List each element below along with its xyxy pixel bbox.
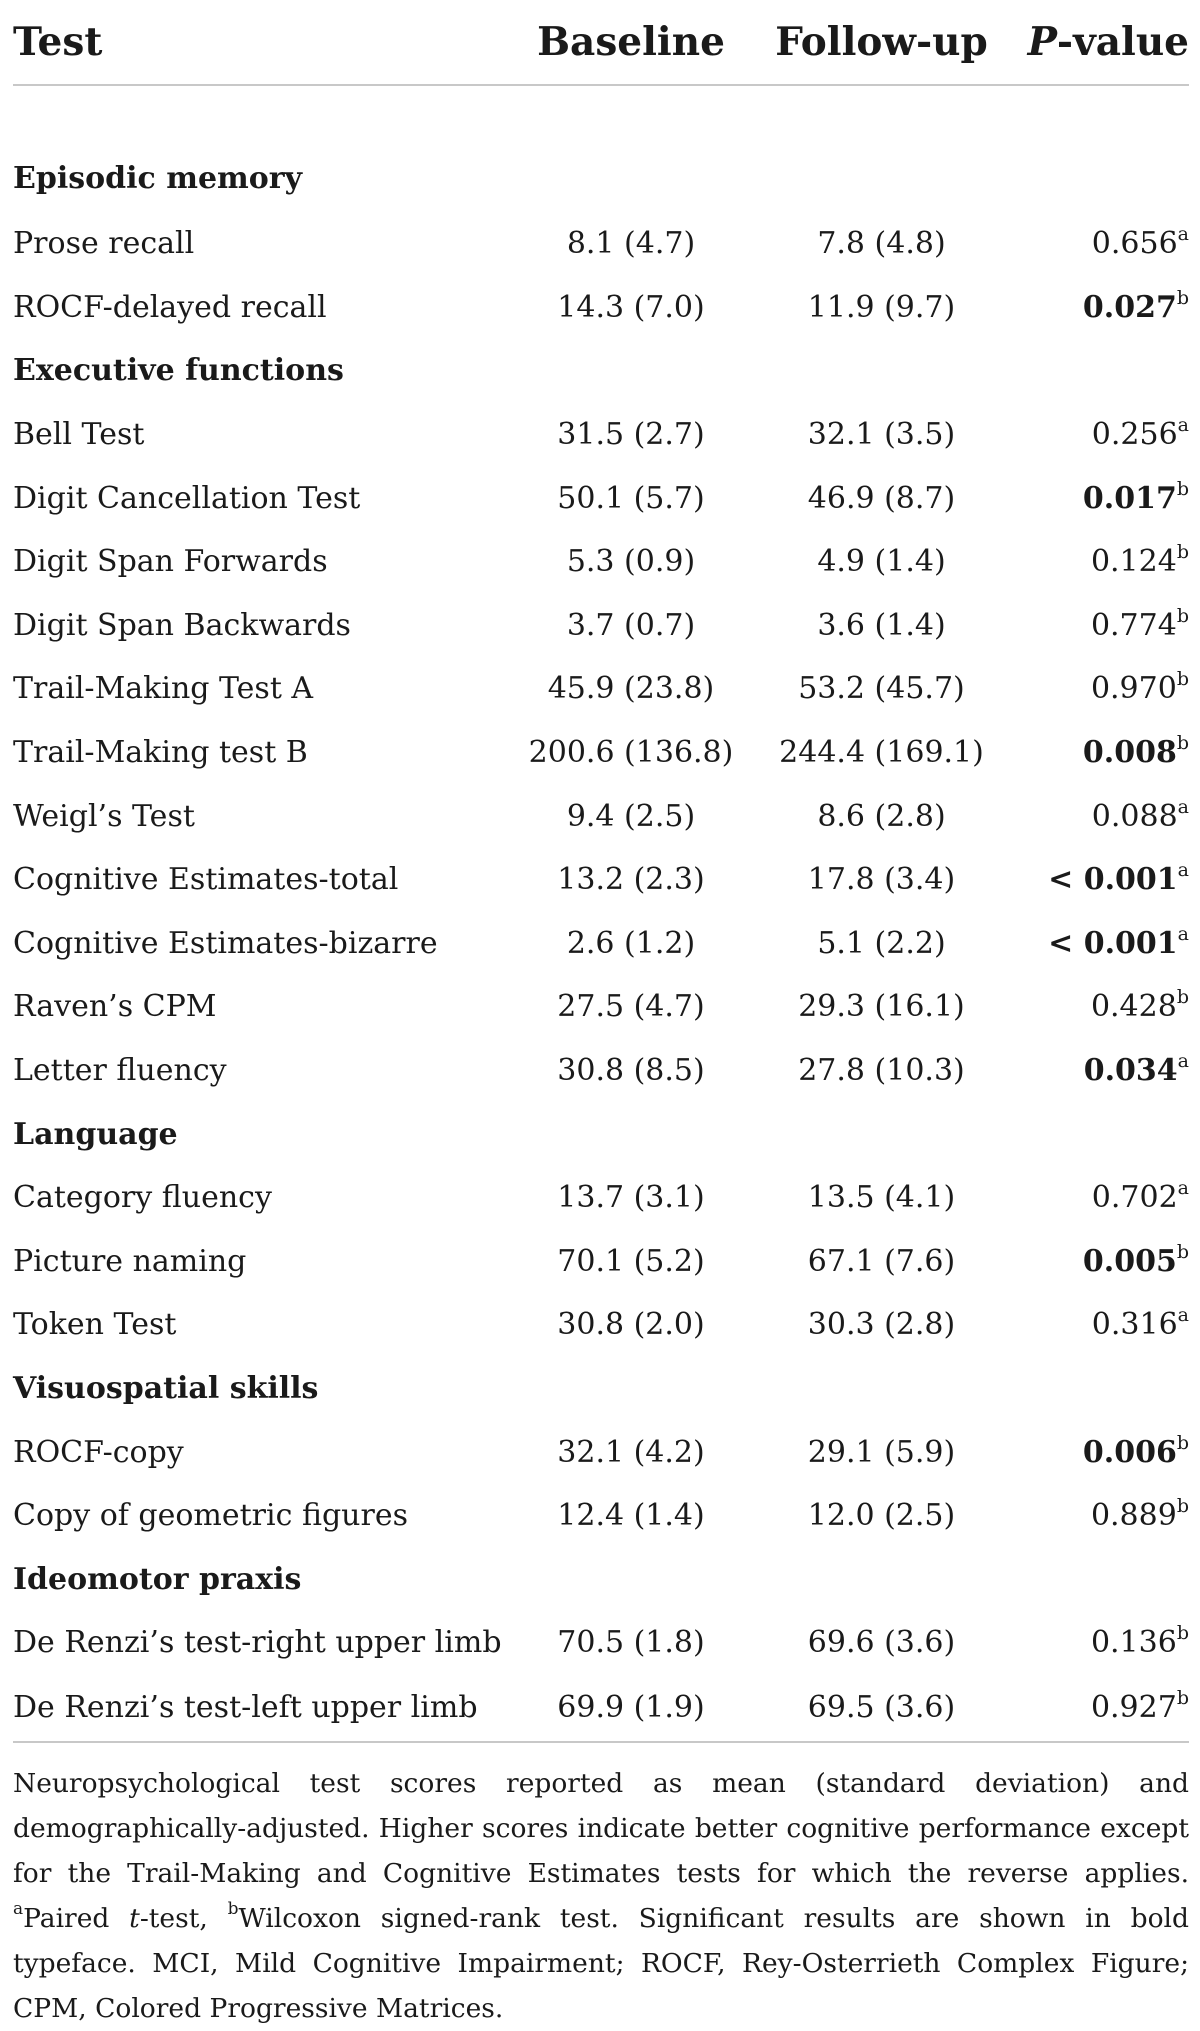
header-baseline: Baseline <box>508 0 754 85</box>
cell-pvalue <box>1009 912 1189 976</box>
pvalue-test-marker: a <box>1177 414 1189 437</box>
cell-baseline: 70.1 (5.2) <box>557 1243 705 1279</box>
cell-baseline: 32.1 (4.2) <box>557 1434 705 1470</box>
cell-followup: 13.5 (4.1) <box>807 1180 956 1216</box>
cell-pvalue <box>1009 1293 1189 1357</box>
cell-pvalue <box>1009 212 1189 276</box>
table-header <box>13 0 1189 85</box>
table-row <box>13 403 1189 467</box>
pvalue-number: 0.774 <box>1090 607 1177 643</box>
footnote-wilcoxon: Wilcoxon signed-rank test. Significant results are shown in bold typeface. <box>13 1902 1189 1979</box>
cell-followup: 11.9 (9.7) <box>807 289 956 325</box>
cell-test-name: Raven’s CPM <box>13 989 217 1025</box>
cell-followup: 32.1 (3.5) <box>807 417 956 453</box>
header-pvalue-rest: -value <box>1056 19 1189 65</box>
footnote-paired-t: t <box>129 1902 140 1934</box>
pvalue-test-marker: b <box>1176 604 1189 627</box>
cell-pvalue <box>1009 276 1189 340</box>
cell-baseline: 3.7 (0.7) <box>566 607 696 643</box>
cell-followup: 29.1 (5.9) <box>807 1434 956 1470</box>
pvalue-test-marker: b <box>1176 286 1189 309</box>
cell-test-name: De Renzi’s test-left upper limb <box>13 1675 508 1742</box>
cell-followup: 27.8 (10.3) <box>798 1053 965 1089</box>
table-row <box>13 1166 1189 1230</box>
cell-pvalue <box>1009 721 1189 785</box>
pvalue-test-marker: a <box>1177 795 1189 818</box>
pvalue-number: 0.124 <box>1090 544 1177 580</box>
pvalue-number: 0.316 <box>1091 1307 1178 1343</box>
section-title: Executive functions <box>13 353 344 389</box>
section-row <box>13 1357 1189 1421</box>
table-row <box>13 1039 1189 1103</box>
cell-followup: 3.6 (1.4) <box>817 607 946 643</box>
cell-baseline: 30.8 (2.0) <box>557 1307 705 1343</box>
table-row <box>13 466 1189 530</box>
cell-test-name: Bell Test <box>13 417 145 453</box>
cell-pvalue <box>1009 1675 1189 1742</box>
cell-test-name: Cognitive Estimates-bizarre <box>13 925 438 961</box>
pvalue-number: 0.256 <box>1091 417 1178 453</box>
cell-baseline: 30.8 (8.5) <box>557 1053 705 1089</box>
results-table <box>13 0 1189 1743</box>
cell-baseline: 200.6 (136.8) <box>528 735 734 771</box>
cell-followup: 5.1 (2.2) <box>817 925 946 961</box>
pvalue-number: 0.027 <box>1082 289 1177 325</box>
table-row <box>13 1230 1189 1294</box>
table-footnotes <box>13 1761 1189 2031</box>
cell-baseline: 70.5 (1.8) <box>557 1625 705 1661</box>
cell-followup: 7.8 (4.8) <box>817 226 946 262</box>
table-container <box>13 0 1189 2031</box>
cell-test-name: Digit Cancellation Test <box>13 480 361 516</box>
pvalue-test-marker: b <box>1176 668 1189 691</box>
pvalue-test-marker: b <box>1176 1240 1189 1263</box>
pvalue-number: 0.428 <box>1090 989 1177 1025</box>
section-title: Visuospatial skills <box>13 1370 319 1406</box>
cell-baseline: 2.6 (1.2) <box>566 925 696 961</box>
footnote-line1: Neuropsychological test scores reported as mean (standard deviation) and demographically-adjusted. Higher scores indicate better cognitive performance except for the Trail-Making and Cognitive Estimates tests for which the reverse applies. <box>13 1767 1189 1889</box>
cell-test-name: ROCF-copy <box>13 1434 184 1470</box>
cell-test-name: Copy of geometric figures <box>13 1498 408 1534</box>
pvalue-test-marker: a <box>1177 223 1189 246</box>
cell-followup: 30.3 (2.8) <box>807 1307 956 1343</box>
pvalue-test-marker: b <box>1176 1622 1189 1645</box>
cell-pvalue <box>1009 975 1189 1039</box>
pvalue-number: < 0.001 <box>1048 862 1178 898</box>
pvalue-test-marker: b <box>1176 477 1189 500</box>
pvalue-number: 0.008 <box>1082 735 1177 771</box>
cell-pvalue <box>1009 1039 1189 1103</box>
table-row <box>13 784 1189 848</box>
pvalue-test-marker: a <box>1177 859 1189 882</box>
cell-followup: 53.2 (45.7) <box>798 671 965 707</box>
pvalue-number: 0.970 <box>1090 671 1177 707</box>
cell-pvalue <box>1009 1166 1189 1230</box>
cell-test-name: Token Test <box>13 1307 177 1343</box>
cell-followup: 244.4 (169.1) <box>779 735 984 771</box>
pvalue-number: 0.034 <box>1083 1053 1178 1089</box>
section-title: Ideomotor praxis <box>13 1561 302 1597</box>
cell-pvalue <box>1009 594 1189 658</box>
table-row <box>13 1611 1189 1675</box>
pvalue-test-marker: b <box>1176 732 1189 755</box>
table-row <box>13 721 1189 785</box>
table-row <box>13 1293 1189 1357</box>
table-row <box>13 848 1189 912</box>
footnote-paired-pre: Paired <box>23 1902 130 1934</box>
cell-baseline: 14.3 (7.0) <box>557 289 705 325</box>
table-row <box>13 1420 1189 1484</box>
cell-test-name: Digit Span Forwards <box>13 544 328 580</box>
pvalue-number: 0.088 <box>1091 798 1178 834</box>
cell-pvalue <box>1009 1420 1189 1484</box>
cell-baseline: 45.9 (23.8) <box>547 671 715 707</box>
section-row <box>13 1102 1189 1166</box>
section-title: Episodic memory <box>13 161 303 196</box>
cell-pvalue <box>1009 1611 1189 1675</box>
cell-test-name: Weigl’s Test <box>13 798 195 834</box>
footnote-paired-post: -test, <box>139 1902 228 1934</box>
cell-baseline: 13.7 (3.1) <box>557 1180 705 1216</box>
cell-test-name: ROCF-delayed recall <box>13 289 327 325</box>
footnote-description <box>13 1761 1189 2031</box>
cell-pvalue <box>1009 657 1189 721</box>
cell-followup: 29.3 (16.1) <box>798 989 965 1025</box>
section-row <box>13 85 1189 212</box>
pvalue-test-marker: a <box>1177 1177 1189 1200</box>
pvalue-number: 0.656 <box>1091 226 1178 262</box>
cell-followup: 69.6 (3.6) <box>807 1625 956 1661</box>
cell-test-name: Category fluency <box>13 1180 272 1216</box>
cell-pvalue <box>1009 466 1189 530</box>
cell-baseline: 8.1 (4.7) <box>566 226 696 262</box>
pvalue-number: 0.017 <box>1082 480 1177 516</box>
cell-baseline: 31.5 (2.7) <box>557 417 705 453</box>
cell-baseline: 50.1 (5.7) <box>557 480 705 516</box>
cell-pvalue <box>1009 848 1189 912</box>
pvalue-number: 0.136 <box>1090 1625 1177 1661</box>
table-row <box>13 1484 1189 1548</box>
cell-pvalue <box>1009 403 1189 467</box>
cell-test-name: Digit Span Backwards <box>13 607 351 643</box>
pvalue-number: 0.005 <box>1082 1243 1177 1279</box>
section-row <box>13 1547 1189 1611</box>
table-row <box>13 975 1189 1039</box>
cell-baseline: 5.3 (0.9) <box>566 544 696 580</box>
cell-pvalue <box>1009 1230 1189 1294</box>
cell-baseline: 12.4 (1.4) <box>557 1498 705 1534</box>
table-row <box>13 276 1189 340</box>
cell-followup: 4.9 (1.4) <box>817 544 946 580</box>
cell-test-name: Trail-Making test B <box>13 735 308 771</box>
table-row <box>13 912 1189 976</box>
table-row <box>13 657 1189 721</box>
pvalue-number: < 0.001 <box>1048 925 1178 961</box>
footnote-sup-b: b <box>227 1898 239 1919</box>
pvalue-number: 0.006 <box>1082 1434 1177 1470</box>
pvalue-number: 0.927 <box>1090 1690 1177 1726</box>
header-followup: Follow-up <box>754 0 1009 85</box>
cell-test-name: Letter fluency <box>13 1053 227 1089</box>
cell-pvalue <box>1009 784 1189 848</box>
cell-followup: 46.9 (8.7) <box>807 480 956 516</box>
header-pvalue-italic: P <box>1027 19 1057 65</box>
table-row <box>13 530 1189 594</box>
header-test: Test <box>13 0 508 85</box>
cell-followup: 69.5 (3.6) <box>754 1675 1009 1742</box>
cell-followup: 67.1 (7.6) <box>807 1243 956 1279</box>
footnote-abbreviations: MCI, Mild Cognitive Impairment; ROCF, Rey-Osterrieth Complex Figure; CPM, Colored Progressive Matrices. <box>13 1947 1189 2024</box>
pvalue-test-marker: a <box>1177 1304 1189 1327</box>
pvalue-number: 0.702 <box>1091 1180 1178 1216</box>
cell-test-name: Picture naming <box>13 1243 247 1279</box>
pvalue-test-marker: b <box>1176 541 1189 564</box>
pvalue-number: 0.889 <box>1090 1498 1177 1534</box>
cell-test-name: Trail-Making Test A <box>13 671 314 707</box>
cell-test-name: De Renzi’s test-right upper limb <box>13 1625 502 1661</box>
cell-followup: 12.0 (2.5) <box>807 1498 956 1534</box>
cell-test-name: Prose recall <box>13 226 195 262</box>
pvalue-test-marker: a <box>1177 922 1189 945</box>
section-row <box>13 339 1189 403</box>
cell-pvalue <box>1009 1484 1189 1548</box>
pvalue-test-marker: b <box>1176 1431 1189 1454</box>
table-body <box>13 85 1189 1742</box>
pvalue-test-marker: b <box>1176 986 1189 1009</box>
footnote-sup-a: a <box>13 1898 24 1919</box>
cell-baseline: 69.9 (1.9) <box>508 1675 754 1742</box>
pvalue-test-marker: b <box>1176 1687 1189 1710</box>
cell-baseline: 27.5 (4.7) <box>557 989 705 1025</box>
table-row <box>13 594 1189 658</box>
section-title: Language <box>13 1116 178 1152</box>
pvalue-test-marker: a <box>1177 1050 1189 1073</box>
header-pvalue <box>1009 0 1189 85</box>
table-row <box>13 212 1189 276</box>
cell-followup: 17.8 (3.4) <box>807 862 956 898</box>
cell-baseline: 13.2 (2.3) <box>557 862 705 898</box>
cell-followup: 8.6 (2.8) <box>817 798 946 834</box>
cell-pvalue <box>1009 530 1189 594</box>
table-row <box>13 1675 1189 1742</box>
cell-test-name: Cognitive Estimates-total <box>13 862 399 898</box>
pvalue-test-marker: b <box>1176 1495 1189 1518</box>
cell-baseline: 9.4 (2.5) <box>566 798 696 834</box>
